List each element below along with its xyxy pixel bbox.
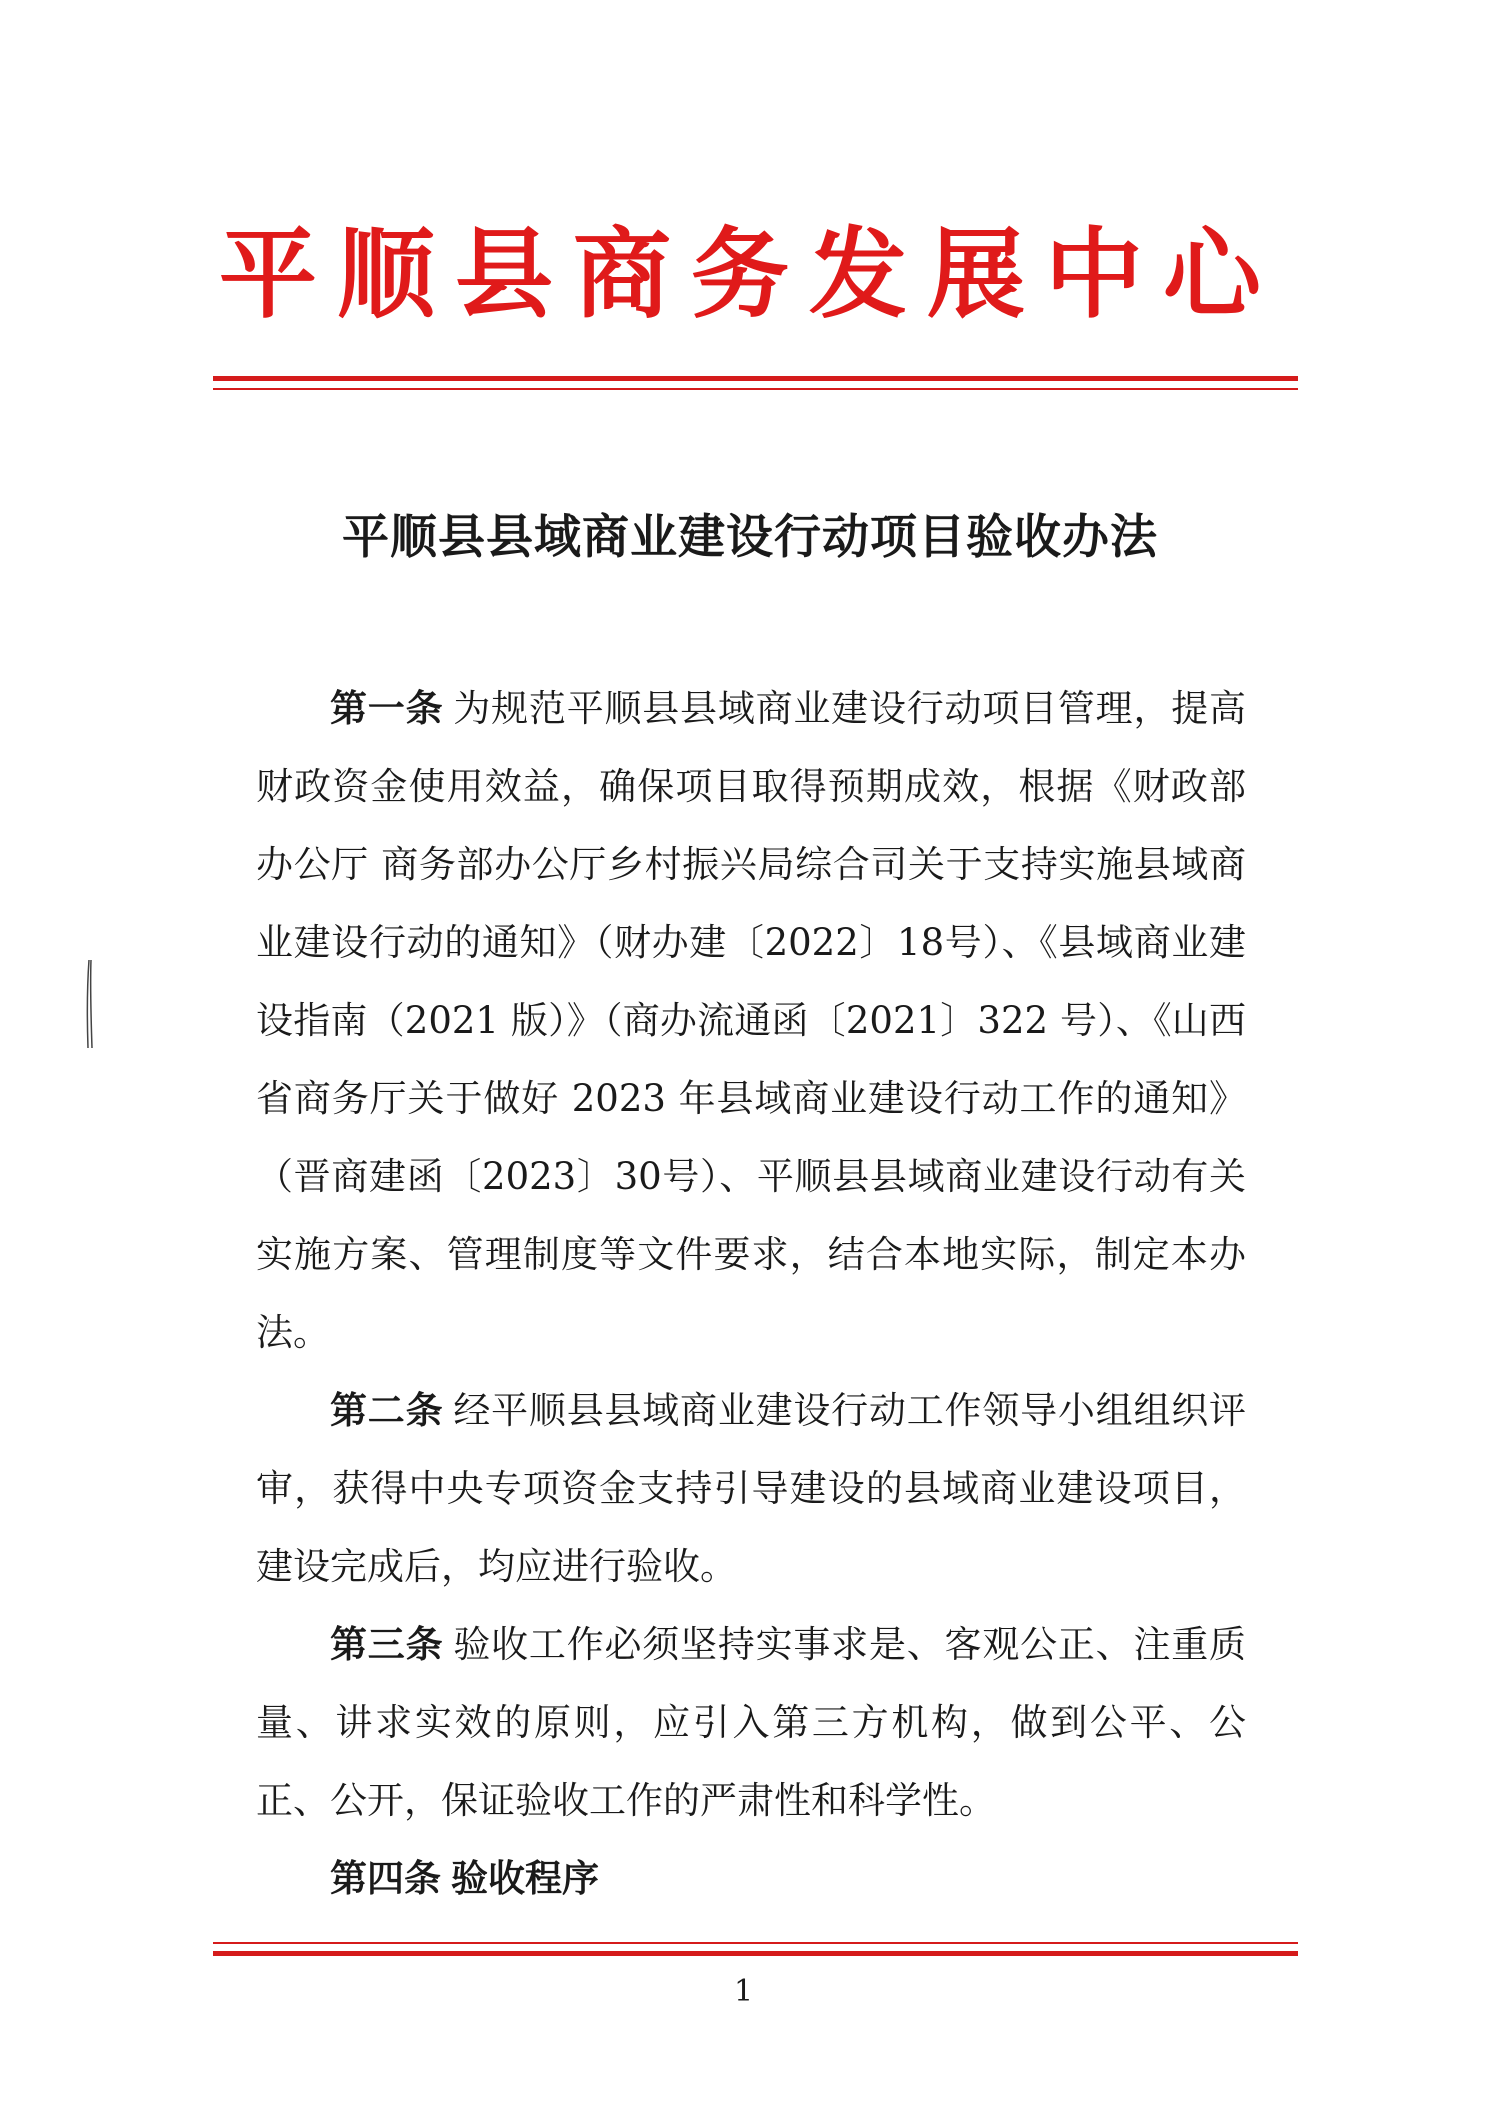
article-text: 验收工作必须坚持实事求是、客观公正、注重质量、讲求实效的原则，应引入第三方机构，做到公平、公正、公开，保证验收工作的严肃性和科学性。 — [256, 1623, 1247, 1822]
article-text: 为规范平顺县县域商业建设行动项目管理，提高财政资金使用效益，确保项目取得预期成效，根据《财政部办公厅 商务部办公厅乡村振兴局综合司关于支持实施县域商业建设行动的通知》（财办建〔2022〕18号）、《县域商业建设指南（2021 版）》（商办流通函〔2021〕322 号）、《山西省商务厅关于做好 2023 年县域商业建设行动工作的通知》（晋商建函〔2023〕30号）、平顺县县域商业建设行动有关实施方案、管理制度等文件要求，结合本地实际，制定本办法。 — [256, 687, 1247, 1354]
article-text: 经平顺县县域商业建设行动工作领导小组组织评审，获得中央专项资金支持引导建设的县域商业建设项目，建设完成后，均应进行验收。 — [256, 1389, 1247, 1588]
document-body — [256, 670, 1246, 1918]
article-label: 第二条 — [330, 1389, 444, 1432]
document-title: 平顺县县域商业建设行动项目验收办法 — [342, 510, 1158, 565]
header-rule-thin — [213, 388, 1298, 390]
article-label: 第四条 — [330, 1857, 441, 1900]
footer-rule-thin — [213, 1942, 1298, 1944]
article-1 — [256, 670, 1246, 1372]
scan-margin-mark-icon — [85, 958, 95, 1050]
article-text: 验收程序 — [451, 1857, 599, 1900]
footer-rule-thick — [213, 1951, 1298, 1956]
organization-header: 平顺县商务发展中心 — [218, 218, 1281, 332]
page-number: 1 — [733, 1974, 754, 2009]
article-3 — [256, 1606, 1246, 1840]
header-rule-thick — [213, 376, 1298, 381]
article-4 — [256, 1840, 1246, 1918]
article-2 — [256, 1372, 1246, 1606]
article-label: 第一条 — [330, 687, 444, 730]
article-label: 第三条 — [330, 1623, 444, 1666]
